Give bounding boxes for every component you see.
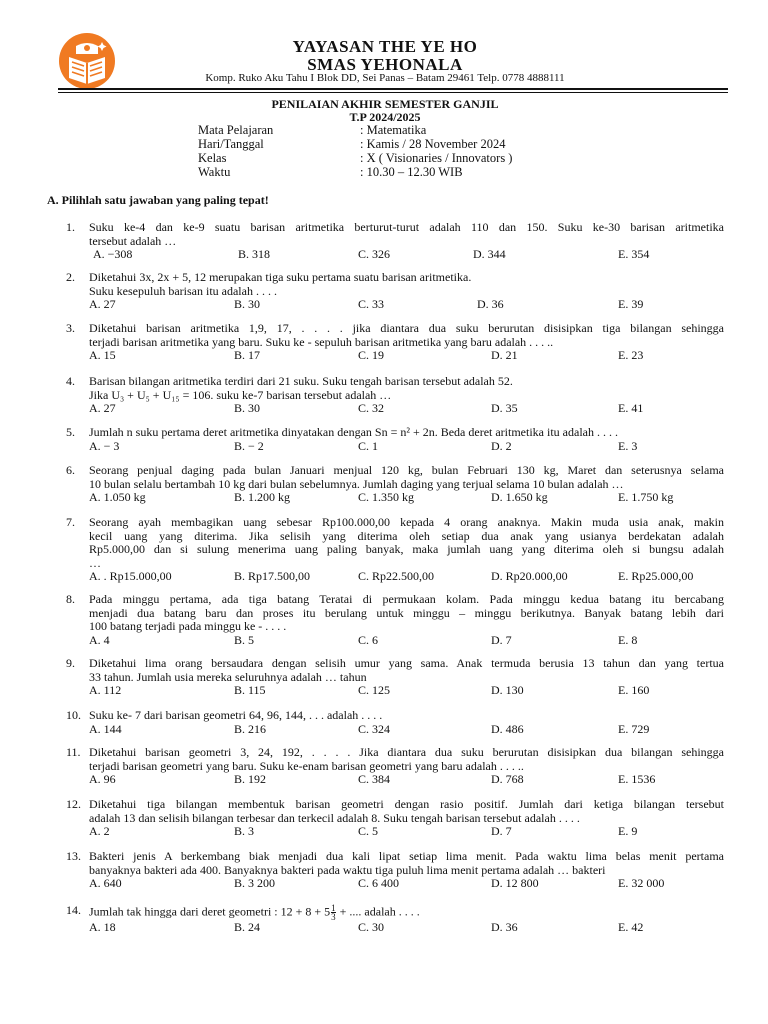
answer-option[interactable]: B. − 2 <box>234 438 264 453</box>
question-line: terjadi barisan aritmetika yang baru. Suku ke - sepuluh barisan aritmetika yang baru adalah . . . .. <box>89 334 554 349</box>
question-line: Jumlah n suku pertama deret aritmetika dinyatakan dengan Sn = n² + 2n. Beda deret aritmetika itu adalah . . . . <box>89 425 618 439</box>
question-number: 12. <box>66 797 81 811</box>
question-line: Seorang ayah membagikan uang sebesar Rp100.000,00 kepada 4 orang anaknya. Makin muda usia anak, makin <box>89 515 724 529</box>
question-number: 9. <box>66 656 75 670</box>
answer-option[interactable]: C. 1 <box>358 438 379 453</box>
answer-option[interactable]: A. 18 <box>89 920 116 934</box>
question-item <box>66 516 724 584</box>
question-line: Suku kesepuluh barisan itu adalah . . . . <box>89 283 277 298</box>
answer-option[interactable]: E. 23 <box>618 348 644 362</box>
question-number: 8. <box>66 592 75 606</box>
answer-option[interactable]: B. 17 <box>234 348 261 362</box>
answer-option[interactable]: A. 15 <box>89 348 116 362</box>
info-value: : X ( Visionaries / Innovators ) <box>360 151 513 165</box>
answer-option[interactable]: E. 41 <box>618 401 644 415</box>
question-line: Bakteri jenis A berkembang biak menjadi dua kali lipat setiap lima menit. Pada waktu lima belas menit pertama <box>89 849 724 863</box>
answer-options <box>89 877 724 891</box>
info-label: Kelas <box>198 151 227 165</box>
question-line: kecil uang yang diterima. Jika selisih yang diterima oleh setiap dua anak yang usianya berdekatan adalah <box>89 528 724 543</box>
answer-option[interactable]: E. 42 <box>618 920 644 934</box>
answer-options <box>89 773 724 787</box>
answer-option[interactable]: D. 768 <box>491 772 524 786</box>
question-line: tersebut adalah … <box>89 233 177 248</box>
foundation-name: YAYASAN THE YE HO <box>292 37 478 56</box>
answer-option[interactable]: D. 21 <box>491 348 518 362</box>
question-line: Suku ke- 7 dari barisan geometri 64, 96, 144, . . . adalah . . . . <box>89 708 383 722</box>
question-item <box>66 850 724 891</box>
answer-option[interactable]: B. 1.200 kg <box>234 490 291 504</box>
answer-option[interactable]: A. 27 <box>89 401 116 415</box>
answer-option[interactable]: E. 3 <box>618 438 638 453</box>
info-value: : Matematika <box>360 123 427 137</box>
exam-title: PENILAIAN AKHIR SEMESTER GANJIL <box>271 97 499 111</box>
exam-year: T.P 2024/2025 <box>349 110 421 124</box>
question-line: banyaknya bakteri ada 400. Banyaknya bakteri pada waktu tiga puluh lima menit pertama adalah … bakteri <box>89 862 606 877</box>
question-text <box>89 709 724 723</box>
answer-options <box>89 440 724 454</box>
answer-options <box>89 684 724 698</box>
question-line: Jumlah tak hingga dari deret geometri : 12 + 8 + 5 $\frac{1}{3}$ + .... adalah . . . . <box>89 903 420 922</box>
answer-option[interactable]: D. 7 <box>491 632 512 647</box>
question-text <box>89 426 724 440</box>
question-item <box>66 709 724 737</box>
answer-option[interactable]: C. 32 <box>358 401 385 415</box>
answer-option[interactable]: E. 32 000 <box>618 876 665 890</box>
answer-options <box>89 825 724 839</box>
question-line: Suku ke-4 dan ke-9 suatu barisan aritmetika berturut-turut adalah 110 dan 150. Suku ke-30 barisan aritmetika <box>89 220 724 234</box>
info-label: Mata Pelajaran <box>198 123 274 137</box>
answer-option[interactable]: D. 36 <box>491 920 518 934</box>
header-rule-thin <box>58 92 728 93</box>
question-line: 33 tahun. Jumlah usia mereka seluruhnya adalah … tahun <box>89 669 367 684</box>
answer-option[interactable]: A. 96 <box>89 772 116 786</box>
answer-option[interactable]: E. 39 <box>618 297 644 311</box>
answer-option[interactable]: C. 19 <box>358 348 385 362</box>
answer-option[interactable]: A. . Rp15.000,00 <box>89 569 172 583</box>
info-label: Waktu <box>198 165 231 179</box>
question-line: Seorang penjual daging pada bulan Januari menjual 120 kg, bulan Februari 130 kg, Maret dan seterusnya selama <box>89 463 724 477</box>
answer-option[interactable]: D. 1.650 kg <box>491 490 548 504</box>
question-number: 11. <box>66 745 81 759</box>
question-line: 100 batang terjadi pada minggu ke - . . . . <box>89 619 287 633</box>
answer-option[interactable]: B. 24 <box>234 920 261 934</box>
info-value: : Kamis / 28 November 2024 <box>360 137 506 151</box>
question-text <box>89 271 724 298</box>
answer-option[interactable]: A. 4 <box>89 632 110 647</box>
question-line: Diketahui tiga bilangan membentuk barisan geometri dengan rasio positif. Jumlah dari ketiga bilangan tersebut <box>89 797 724 811</box>
answer-option[interactable]: B. 318 <box>238 247 271 261</box>
answer-option[interactable]: D. 130 <box>491 683 524 697</box>
question-line: Diketahui lima orang bersaudara dengan selisih umur yang sama. Anak termuda berusia 13 tahun dan yang tertua <box>89 656 724 670</box>
question-item <box>66 221 724 262</box>
question-text <box>89 746 724 773</box>
question-number: 1. <box>66 220 75 234</box>
question-line: … <box>89 555 101 570</box>
question-line: Rp5.000,00 dan si sulung menerima uang paling banyak, maka jumlah uang yang diterima oleh si bungsu adalah <box>89 542 724 556</box>
answer-options <box>89 248 724 262</box>
fraction: $\frac{1}{3}$ <box>331 903 336 922</box>
answer-option[interactable]: C. 125 <box>358 683 391 697</box>
answer-option[interactable]: E. 729 <box>618 721 650 736</box>
answer-option[interactable]: A. 1.050 kg <box>89 490 146 504</box>
answer-option[interactable]: B. 30 <box>234 297 261 311</box>
answer-option[interactable]: B. 5 <box>234 632 255 647</box>
question-number: 5. <box>66 425 75 439</box>
answer-option[interactable]: E. 1.750 kg <box>618 490 674 504</box>
question-text <box>89 904 724 921</box>
question-line: Diketahui barisan geometri 3, 24, 192, . . . . Jika diantara dua suku berurutan disisipkan dua bilangan sehingga <box>89 745 724 759</box>
answer-option[interactable]: D. 36 <box>477 297 504 311</box>
question-text <box>89 850 724 877</box>
question-text <box>89 221 724 248</box>
answer-option[interactable]: D. 7 <box>491 824 512 838</box>
question-item <box>66 271 724 312</box>
question-line: menjadi dua batang baru dan proses itu berulang untuk minggu – minggu berikutnya. Banyak batang lebih dari <box>89 605 724 620</box>
answer-option[interactable]: D. 2 <box>491 438 512 453</box>
answer-option[interactable]: D. 35 <box>491 401 518 415</box>
answer-option[interactable]: B. 3 200 <box>234 876 276 890</box>
answer-options <box>89 491 724 505</box>
answer-option[interactable]: B. 3 <box>234 824 255 838</box>
question-line: Diketahui 3x, 2x + 5, 12 merupakan tiga suku pertama suatu barisan aritmetika. <box>89 270 472 284</box>
answer-option[interactable]: B. 30 <box>234 401 261 415</box>
question-text <box>89 657 724 684</box>
school-logo-icon <box>57 32 117 90</box>
question-text <box>89 593 724 634</box>
answer-option[interactable]: C. 6 <box>358 632 379 647</box>
question-number: 6. <box>66 463 75 477</box>
question-item <box>66 593 724 648</box>
answer-options <box>89 723 724 737</box>
answer-option[interactable]: A. 640 <box>89 876 122 890</box>
answer-option[interactable]: E. 354 <box>618 247 650 261</box>
answer-options <box>89 634 724 648</box>
question-line: Pada minggu pertama, ada tiga batang Teratai di permukaan kolam. Pada minggu kedua batang itu bercabang <box>89 592 724 606</box>
section-instruction: A. Pilihlah satu jawaban yang paling tepat! <box>47 193 269 207</box>
question-number: 4. <box>66 374 75 388</box>
answer-option[interactable]: E. 1536 <box>618 772 656 786</box>
school-name: SMAS YEHONALA <box>307 55 463 74</box>
question-text <box>89 375 724 402</box>
answer-option[interactable]: D. Rp20.000,00 <box>491 569 568 583</box>
answer-option[interactable]: A. 112 <box>89 683 122 697</box>
question-item <box>66 322 724 363</box>
answer-option[interactable]: A. −308 <box>93 247 133 261</box>
answer-option[interactable]: C. 5 <box>358 824 379 838</box>
answer-option[interactable]: C. 326 <box>358 247 391 261</box>
info-value: : 10.30 – 12.30 WIB <box>360 165 463 179</box>
answer-option[interactable]: D. 12 800 <box>491 876 539 890</box>
answer-option[interactable]: B. 216 <box>234 721 267 736</box>
answer-option[interactable]: B. 192 <box>234 772 267 786</box>
question-line: Barisan bilangan aritmetika terdiri dari 21 suku. Suku tengah barisan tersebut adalah 52. <box>89 374 513 388</box>
question-line: Diketahui barisan aritmetika 1,9, 17, . . . . jika diantara dua suku berurutan disisipkan tiga bilangan sehingga <box>89 321 724 335</box>
question-number: 14. <box>66 903 81 917</box>
answer-option[interactable]: C. 6 400 <box>358 876 400 890</box>
question-number: 3. <box>66 321 75 335</box>
answer-option[interactable]: B. 115 <box>234 683 266 697</box>
answer-option[interactable]: C. 33 <box>358 297 385 311</box>
question-text <box>89 798 724 825</box>
answer-option[interactable]: E. 9 <box>618 824 638 838</box>
answer-option[interactable]: B. Rp17.500,00 <box>234 569 311 583</box>
answer-options <box>89 298 724 312</box>
header-rule <box>58 88 728 90</box>
answer-option[interactable]: E. Rp25.000,00 <box>618 569 694 583</box>
info-label: Hari/Tanggal <box>198 137 264 151</box>
question-item <box>66 375 724 416</box>
question-line: adalah 13 dan selisih bilangan terbesar dan terkecil adalah 8. Suku tengah barisan tersebut adalah . . . . <box>89 810 580 825</box>
question-number: 13. <box>66 849 81 863</box>
question-line: Jika U₃ + U₅ + U₁₅ = 106. suku ke-7 barisan tersebut adalah … <box>89 387 392 402</box>
answer-options <box>89 921 724 935</box>
answer-option[interactable]: D. 486 <box>491 721 524 736</box>
question-item <box>66 904 724 935</box>
question-text <box>89 322 724 349</box>
answer-option[interactable]: C. Rp22.500,00 <box>358 569 435 583</box>
answer-option[interactable]: A. 2 <box>89 824 110 838</box>
answer-option[interactable]: C. 324 <box>358 721 391 736</box>
question-text <box>89 516 724 570</box>
answer-option[interactable]: E. 8 <box>618 632 638 647</box>
question-number: 10. <box>66 708 81 722</box>
question-number: 7. <box>66 515 75 529</box>
question-item <box>66 746 724 787</box>
answer-option[interactable]: D. 344 <box>473 247 506 261</box>
answer-option[interactable]: C. 1.350 kg <box>358 490 415 504</box>
question-item <box>66 464 724 505</box>
school-address: Komp. Ruko Aku Tahu I Blok DD, Sei Panas – Batam 29461 Telp. 0778 4888111 <box>205 72 565 84</box>
question-item <box>66 426 724 454</box>
answer-options <box>89 349 724 363</box>
question-line: 10 bulan selalu bertambah 10 kg dari bulan sebelumnya. Jumlah daging yang terjual selama 10 bulan adalah … <box>89 476 624 491</box>
question-item <box>66 798 724 839</box>
answer-option[interactable]: C. 30 <box>358 920 385 934</box>
answer-option[interactable]: E. 160 <box>618 683 650 697</box>
answer-option[interactable]: C. 384 <box>358 772 391 786</box>
answer-options <box>89 570 724 584</box>
answer-option[interactable]: A. 144 <box>89 721 122 736</box>
answer-option[interactable]: A. − 3 <box>89 438 120 453</box>
question-line: terjadi barisan geometri yang baru. Suku ke-enam barisan geometri yang baru adalah . . . .. <box>89 758 524 773</box>
answer-option[interactable]: A. 27 <box>89 297 116 311</box>
question-text <box>89 464 724 491</box>
question-number: 2. <box>66 270 75 284</box>
question-item <box>66 657 724 698</box>
answer-options <box>89 402 724 416</box>
